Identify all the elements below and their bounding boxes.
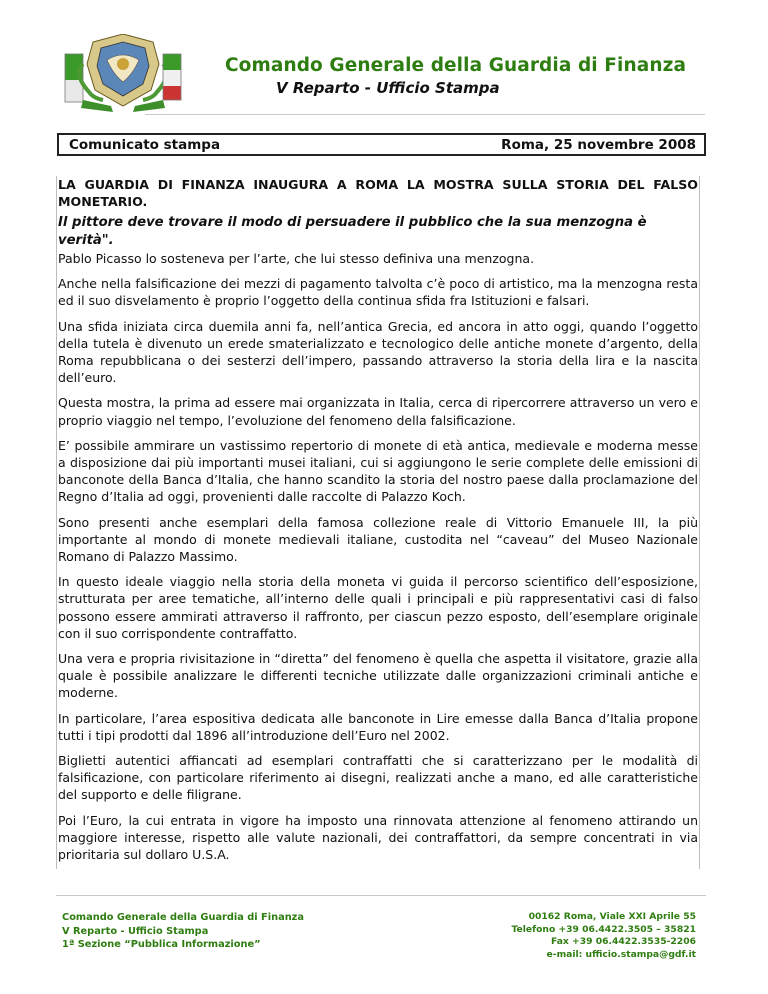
paragraph: E’ possibile ammirare un vastissimo repertorio di monete di età antica, medievale e moderna messe a disposizione dai più importanti musei italiani, cui si aggiungono le serie complete delle emissioni di banconote della Banca d’Italia, che hanno scandito la storia del nostro paese dalla proclamazione del Regno d’Italia ad oggi, provenienti dalle raccolte di Palazzo Koch. <box>58 437 698 505</box>
footer-department: V Reparto - Ufficio Stampa <box>62 925 209 937</box>
footer-section: 1ª Sezione “Pubblica Informazione” <box>62 939 261 950</box>
footer-address: 00162 Roma, Viale XXI Aprile 55 <box>528 911 696 922</box>
footer-email[interactable]: e-mail: ufficio.stampa@gdf.it <box>546 948 696 960</box>
org-title: Comando Generale della Guardia di Finanza <box>225 55 687 76</box>
article-headline: LA GUARDIA DI FINANZA INAUGURA A ROMA LA MOSTRA SULLA STORIA DEL FALSO MONETARIO. <box>58 177 698 209</box>
footer-fax: Fax +39 06.4422.3535-2206 <box>550 936 696 947</box>
footer-contacts <box>511 911 696 961</box>
footer-phone: Telefono +39 06.4422.3505 – 35821 <box>511 923 696 935</box>
org-subtitle: V Reparto - Ufficio Stampa <box>276 79 500 97</box>
press-release-date: Roma, 25 novembre 2008 <box>501 137 696 153</box>
press-release-label: Comunicato stampa <box>69 137 221 153</box>
paragraph: Questa mostra, la prima ad essere mai organizzata in Italia, cerca di ripercorrere attraverso un vero e proprio viaggio nel tempo, l’evoluzione del fenomeno della falsificazione. <box>58 395 698 428</box>
article-body <box>56 176 700 869</box>
article-quote: Il pittore deve trovare il modo di persuadere il pubblico che la sua menzogna è verità". <box>58 215 647 248</box>
paragraph: Biglietti autentici affiancati ad esemplari contraffatti che si caratterizzano per le modalità di falsificazione, con particolare riferimento ai disegni, realizzati anche a mano, ed alle caratteristiche del supporto e delle filigrane. <box>58 753 698 803</box>
paragraph: Una vera e propria rivisitazione in “diretta” del fenomeno è quella che aspetta il visitatore, grazie alla quale è possibile analizzare le differenti tecniche utilizzate dalle organizzazioni criminali antiche e moderne. <box>58 651 698 701</box>
paragraph: In particolare, l’area espositiva dedicata alle banconote in Lire emesse dalla Banca d’Italia propone tutti i tipi prodotti dal 1896 all’introduzione dell’Euro nel 2002. <box>58 710 698 743</box>
paragraph: Una sfida iniziata circa duemila anni fa, nell’antica Grecia, ed ancora in atto oggi, quando l’oggetto della tutela è divenuto un erede smaterializzato e tecnologico delle antiche monete d’argento, della Roma repubblicana o dei sesterzi dell’impero, passando attraverso la storia della lira e la nascita dell’euro. <box>58 318 698 386</box>
paragraph: Sono presenti anche esemplari della famosa collezione reale di Vittorio Emanuele III, la più importante al mondo di monete medievali italiane, custodita nel “caveau” del Museo Nazionale Romano di Palazzo Massimo. <box>58 514 698 565</box>
footer-left <box>62 911 304 952</box>
footer-org-name: Comando Generale della Guardia di Finanza <box>62 912 304 923</box>
press-release-bar <box>57 133 706 156</box>
guardia-di-finanza-crest-icon <box>63 34 185 114</box>
footer-divider <box>56 895 706 896</box>
paragraph: In questo ideale viaggio nella storia della moneta vi guida il percorso scientifico dell’esposizione, strutturata per aree tematiche, all’interno delle quali i principali e più rappresentativi casi di falso possono essere ammirati attraverso il raffronto, per ciascun pezzo esposto, dell’esemplare originale con il suo corrispondente contraffatto. <box>58 574 698 641</box>
paragraph: Poi l’Euro, la cui entrata in vigore ha imposto una rinnovata attenzione al fenomeno attirando un maggiore interesse, rispetto alle valute nazionali, dei contraffattori, da sempre concentrati in via prioritaria sul dollaro U.S.A. <box>58 812 698 863</box>
paragraph: Anche nella falsificazione dei mezzi di pagamento talvolta c’è poco di artistico, ma la menzogna resta ed il suo disvelamento è proprio l’oggetto della continua sfida fra Istituzioni e falsari. <box>58 276 698 309</box>
header-divider <box>145 114 705 115</box>
paragraph: Pablo Picasso lo sosteneva per l’arte, che lui stesso definiva una menzogna. <box>58 251 535 266</box>
